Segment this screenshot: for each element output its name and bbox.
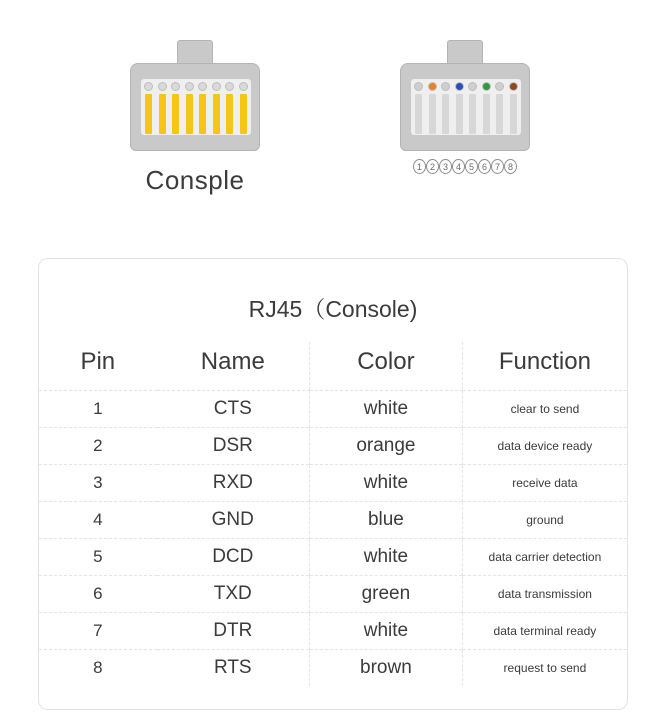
cell-name: GND <box>157 502 310 539</box>
plug-body <box>400 63 530 151</box>
cell-name: CTS <box>157 391 310 428</box>
pin-blade <box>226 94 233 134</box>
wire-dot-icon <box>509 82 518 91</box>
cell-pin: 6 <box>39 576 157 613</box>
pin-blade <box>145 94 152 134</box>
table-row <box>39 428 627 465</box>
cell-pin: 8 <box>39 650 157 687</box>
cell-color: white <box>309 465 462 502</box>
table-row <box>39 539 627 576</box>
pin-8 <box>509 82 518 134</box>
pin-5 <box>468 82 477 134</box>
pin-1 <box>414 82 423 134</box>
pin-number-4: 4 <box>452 159 465 174</box>
column-header-color: Color <box>357 348 415 375</box>
cell-function: data device ready <box>462 428 627 465</box>
pin-number-3: 3 <box>439 159 452 174</box>
pin-number-8: 8 <box>504 159 517 174</box>
cell-color: orange <box>309 428 462 465</box>
cell-pin: 5 <box>39 539 157 576</box>
cell-pin: 1 <box>39 391 157 428</box>
pin-blade <box>213 94 220 134</box>
pin-8 <box>239 82 248 134</box>
pin-number-6: 6 <box>478 159 491 174</box>
wire-dot-icon <box>158 82 167 91</box>
cell-pin: 7 <box>39 613 157 650</box>
plug-latch-tab <box>447 40 483 63</box>
connector-illustrations <box>0 0 665 235</box>
console-connector-right <box>365 40 565 174</box>
pin-blade <box>483 94 490 134</box>
wire-dot-icon <box>239 82 248 91</box>
wire-dot-icon <box>212 82 221 91</box>
pin-4 <box>455 82 464 134</box>
pin-2 <box>428 82 437 134</box>
cell-function: data terminal ready <box>462 613 627 650</box>
pin-blade <box>186 94 193 134</box>
pin-6 <box>482 82 491 134</box>
wire-dot-icon <box>455 82 464 91</box>
pin-number-5: 5 <box>465 159 478 174</box>
pin-group-right <box>414 82 518 134</box>
card-title: RJ45（Console) <box>248 296 418 322</box>
rj45-plug-left <box>130 40 260 151</box>
pin-blade <box>159 94 166 134</box>
cell-color: green <box>309 576 462 613</box>
cell-function: ground <box>462 502 627 539</box>
wire-dot-icon <box>441 82 450 91</box>
pin-blade <box>240 94 247 134</box>
wire-dot-icon <box>468 82 477 91</box>
pin-7 <box>495 82 504 134</box>
cell-name: DTR <box>157 613 310 650</box>
plug-body <box>130 63 260 151</box>
rj45-plug-right <box>400 40 530 174</box>
pin-number-7: 7 <box>491 159 504 174</box>
pin-blade <box>429 94 436 134</box>
pin-blade <box>456 94 463 134</box>
pin-1 <box>144 82 153 134</box>
cell-color: white <box>309 613 462 650</box>
pinout-table <box>39 342 627 686</box>
cell-name: DCD <box>157 539 310 576</box>
cell-function: request to send <box>462 650 627 687</box>
wire-dot-icon <box>198 82 207 91</box>
pin-blade <box>415 94 422 134</box>
pinout-card <box>38 258 628 710</box>
cell-function: data carrier detection <box>462 539 627 576</box>
table-header-row <box>39 342 627 391</box>
plug-shoulder <box>413 64 519 78</box>
cell-name: RTS <box>157 650 310 687</box>
pin-5 <box>198 82 207 134</box>
cell-name: DSR <box>157 428 310 465</box>
pin-blade <box>442 94 449 134</box>
pin-group-left <box>144 82 248 134</box>
cell-color: white <box>309 391 462 428</box>
table-row <box>39 391 627 428</box>
wire-dot-icon <box>482 82 491 91</box>
cell-color: blue <box>309 502 462 539</box>
pin-3 <box>441 82 450 134</box>
plug-shoulder <box>143 64 249 78</box>
wire-dot-icon <box>495 82 504 91</box>
plug-latch-tab <box>177 40 213 63</box>
table-row <box>39 650 627 687</box>
cell-function: clear to send <box>462 391 627 428</box>
table-row <box>39 576 627 613</box>
pin-number-1: 1 <box>413 159 426 174</box>
pin-4 <box>185 82 194 134</box>
pin-6 <box>212 82 221 134</box>
pin-7 <box>225 82 234 134</box>
pin-blade <box>496 94 503 134</box>
wire-dot-icon <box>428 82 437 91</box>
cell-color: brown <box>309 650 462 687</box>
column-header-pin: Pin <box>80 348 116 375</box>
wire-dot-icon <box>225 82 234 91</box>
cell-pin: 2 <box>39 428 157 465</box>
wire-dot-icon <box>185 82 194 91</box>
pin-number-2: 2 <box>426 159 439 174</box>
cell-pin: 3 <box>39 465 157 502</box>
pin-number-row <box>413 159 517 174</box>
table-row <box>39 502 627 539</box>
table-row <box>39 465 627 502</box>
column-header-function: Function <box>498 348 591 375</box>
console-connector-left <box>95 40 295 196</box>
pin-3 <box>171 82 180 134</box>
pin-blade <box>510 94 517 134</box>
column-header-name: Name <box>200 348 265 375</box>
cell-name: TXD <box>157 576 310 613</box>
wire-dot-icon <box>414 82 423 91</box>
wire-dot-icon <box>144 82 153 91</box>
cell-function: data transmission <box>462 576 627 613</box>
cell-name: RXD <box>157 465 310 502</box>
cell-function: receive data <box>462 465 627 502</box>
pin-blade <box>199 94 206 134</box>
cell-pin: 4 <box>39 502 157 539</box>
wire-dot-icon <box>171 82 180 91</box>
pin-blade <box>172 94 179 134</box>
pin-blade <box>469 94 476 134</box>
table-row <box>39 613 627 650</box>
pin-2 <box>158 82 167 134</box>
connector-caption-left: Consple <box>145 165 245 195</box>
cell-color: white <box>309 539 462 576</box>
